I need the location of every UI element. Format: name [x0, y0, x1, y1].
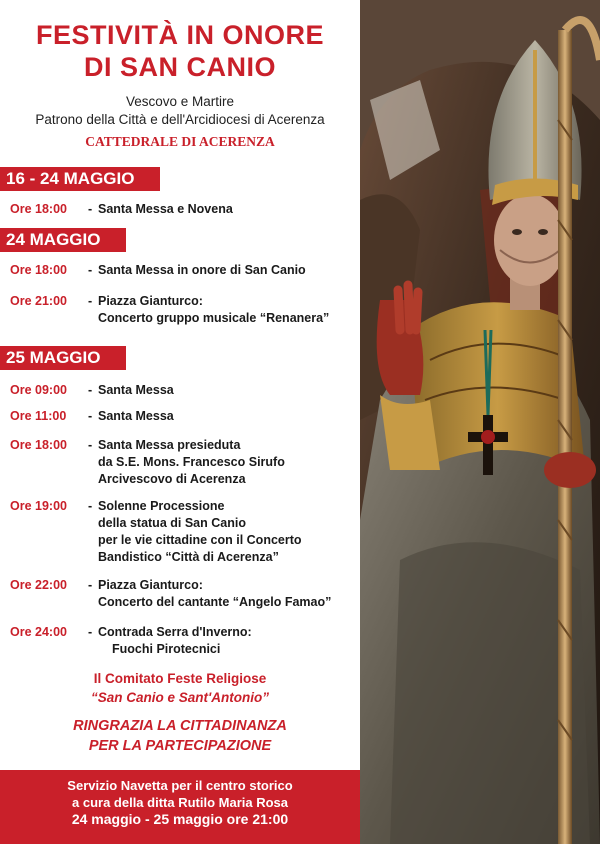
event-time: Ore 18:00 — [10, 202, 67, 216]
event-separator: - — [88, 499, 93, 513]
event-description: Santa Messa in onore di San Canio — [98, 263, 306, 277]
footer-line-1: Servizio Navetta per il centro storico — [67, 778, 293, 793]
event-time: Ore 11:00 — [10, 409, 67, 423]
committee-line-2: “San Canio e Sant'Antonio” — [91, 690, 269, 705]
date-band-25-maggio: 25 MAGGIO — [0, 346, 126, 370]
event-separator: - — [88, 625, 93, 639]
statue-illustration — [360, 0, 600, 844]
footer-line-3: 24 maggio - 25 maggio ore 21:00 — [71, 811, 289, 827]
date-band-16-24-maggio: 16 - 24 MAGGIO — [0, 167, 160, 191]
event-row — [10, 293, 360, 327]
saint-statue-photo — [360, 0, 600, 844]
thanks-line-2: PER LA PARTECIPAZIONE — [88, 738, 272, 754]
subtitle-line-1: Vescovo e Martire — [125, 94, 235, 109]
event-description: Santa Messa e Novena — [98, 202, 233, 216]
thanks-line-1: RINGRAZIA LA CITTADINANZA — [73, 718, 287, 734]
event-row — [10, 437, 360, 488]
event-description: Santa Messa — [98, 409, 174, 423]
event-separator: - — [88, 263, 93, 277]
event-row — [10, 624, 360, 658]
event-row — [10, 382, 360, 399]
cathedral-name: CATTEDRALE DI ACERENZA — [85, 134, 275, 149]
event-time: Ore 18:00 — [10, 438, 67, 452]
event-time: Ore 09:00 — [10, 383, 67, 397]
event-row — [10, 577, 360, 611]
event-separator: - — [88, 578, 93, 592]
event-time: Ore 22:00 — [10, 578, 67, 592]
event-separator: - — [88, 383, 93, 397]
subtitle-line-2: Patrono della Città e dell'Arcidiocesi di Acerenza — [35, 112, 325, 127]
event-description: Piazza Gianturco: Concerto gruppo musicale “Renanera” — [98, 294, 330, 325]
event-row — [10, 201, 360, 218]
event-description: Contrada Serra d'Inverno: Fuochi Pirotecnici — [98, 625, 252, 656]
event-description: Santa Messa — [98, 383, 174, 397]
event-description: Santa Messa presieduta da S.E. Mons. Francesco Sirufo Arcivescovo di Acerenza — [98, 438, 285, 486]
event-separator: - — [88, 409, 93, 423]
event-row — [10, 408, 360, 425]
event-separator: - — [88, 294, 93, 308]
event-time: Ore 18:00 — [10, 263, 67, 277]
footer-line-2: a cura della ditta Rutilo Maria Rosa — [72, 795, 288, 810]
committee-line-1: Il Comitato Feste Religiose — [93, 671, 267, 686]
title-line-2: DI SAN CANIO — [83, 52, 276, 82]
event-time: Ore 24:00 — [10, 625, 67, 639]
event-separator: - — [88, 438, 93, 452]
event-row — [10, 262, 360, 279]
event-separator: - — [88, 202, 93, 216]
event-time: Ore 19:00 — [10, 499, 67, 513]
event-description: Piazza Gianturco: Concerto del cantante “Angelo Famao” — [98, 578, 332, 609]
title-line-1: FESTIVITÀ IN ONORE — [35, 20, 325, 50]
shuttle-footer — [0, 770, 360, 844]
event-time: Ore 21:00 — [10, 294, 67, 308]
event-row — [10, 498, 360, 566]
event-description: Solenne Processione della statua di San Canio per le vie cittadine con il Concerto Bandistico “Città di Acerenza” — [98, 499, 302, 564]
date-band-24-maggio: 24 MAGGIO — [0, 228, 126, 252]
